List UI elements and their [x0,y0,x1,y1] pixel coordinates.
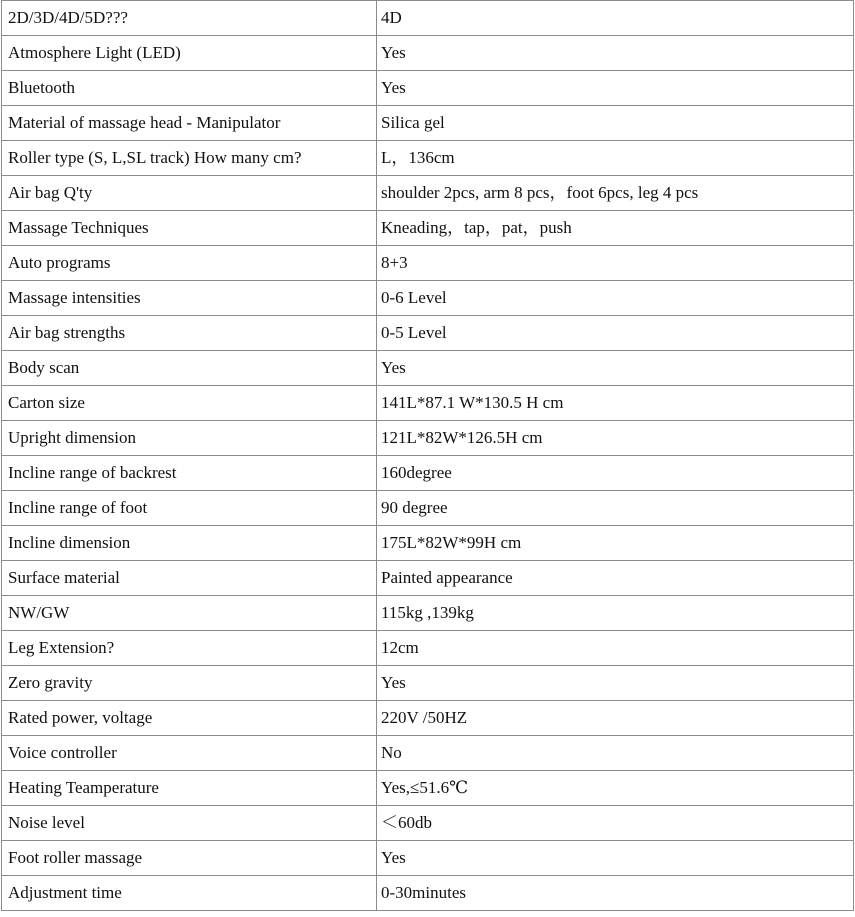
spec-value: ＜60db [377,806,854,841]
spec-label: Incline range of backrest [2,456,377,491]
table-row [2,71,854,106]
spec-value: L，136cm [377,141,854,176]
spec-value: 0-5 Level [377,316,854,351]
table-row [2,141,854,176]
table-row [2,806,854,841]
spec-label: Rated power, voltage [2,701,377,736]
table-row [2,211,854,246]
table-row [2,421,854,456]
spec-value: 90 degree [377,491,854,526]
table-row [2,701,854,736]
spec-value: 0-6 Level [377,281,854,316]
spec-label: Body scan [2,351,377,386]
spec-label: Air bag Q'ty [2,176,377,211]
spec-label: Massage Techniques [2,211,377,246]
spec-label: Air bag strengths [2,316,377,351]
spec-value: Yes [377,666,854,701]
spec-value: 121L*82W*126.5H cm [377,421,854,456]
table-row [2,491,854,526]
table-row [2,176,854,211]
table-row [2,526,854,561]
spec-label: Leg Extension? [2,631,377,666]
spec-value: 160degree [377,456,854,491]
spec-label: Voice controller [2,736,377,771]
table-row [2,246,854,281]
spec-value: shoulder 2pcs, arm 8 pcs，foot 6pcs, leg 4 pcs [377,176,854,211]
spec-label: Surface material [2,561,377,596]
spec-value: Painted appearance [377,561,854,596]
spec-value: 8+3 [377,246,854,281]
table-row [2,666,854,701]
spec-label: Carton size [2,386,377,421]
table-row [2,876,854,911]
spec-label: Incline range of foot [2,491,377,526]
spec-value: 115kg ,139kg [377,596,854,631]
spec-label: Upright dimension [2,421,377,456]
spec-value: Silica gel [377,106,854,141]
spec-label: Massage intensities [2,281,377,316]
table-row [2,316,854,351]
spec-label: Heating Teamperature [2,771,377,806]
spec-label: Noise level [2,806,377,841]
spec-label: NW/GW [2,596,377,631]
table-row [2,36,854,71]
spec-value: 220V /50HZ [377,701,854,736]
table-row [2,1,854,36]
spec-table [1,0,854,911]
spec-value: 175L*82W*99H cm [377,526,854,561]
table-row [2,106,854,141]
spec-value: 141L*87.1 W*130.5 H cm [377,386,854,421]
table-row [2,841,854,876]
table-row [2,561,854,596]
spec-label: 2D/3D/4D/5D??? [2,1,377,36]
spec-value: Yes,≤51.6℃ [377,771,854,806]
spec-value: Yes [377,71,854,106]
table-row [2,736,854,771]
table-row [2,386,854,421]
table-row [2,596,854,631]
spec-value: Yes [377,841,854,876]
table-row [2,351,854,386]
table-row [2,456,854,491]
spec-label: Atmosphere Light (LED) [2,36,377,71]
spec-label: Zero gravity [2,666,377,701]
spec-value: No [377,736,854,771]
spec-label: Bluetooth [2,71,377,106]
spec-label: Adjustment time [2,876,377,911]
table-row [2,631,854,666]
spec-label: Auto programs [2,246,377,281]
table-row [2,281,854,316]
spec-value: Yes [377,36,854,71]
spec-label: Incline dimension [2,526,377,561]
spec-value: Kneading，tap，pat，push [377,211,854,246]
spec-label: Roller type (S, L,SL track) How many cm? [2,141,377,176]
spec-label: Material of massage head - Manipulator [2,106,377,141]
spec-value: 4D [377,1,854,36]
spec-label: Foot roller massage [2,841,377,876]
spec-value: 0-30minutes [377,876,854,911]
spec-value: 12cm [377,631,854,666]
spec-table-body [2,1,854,911]
table-row [2,771,854,806]
spec-value: Yes [377,351,854,386]
